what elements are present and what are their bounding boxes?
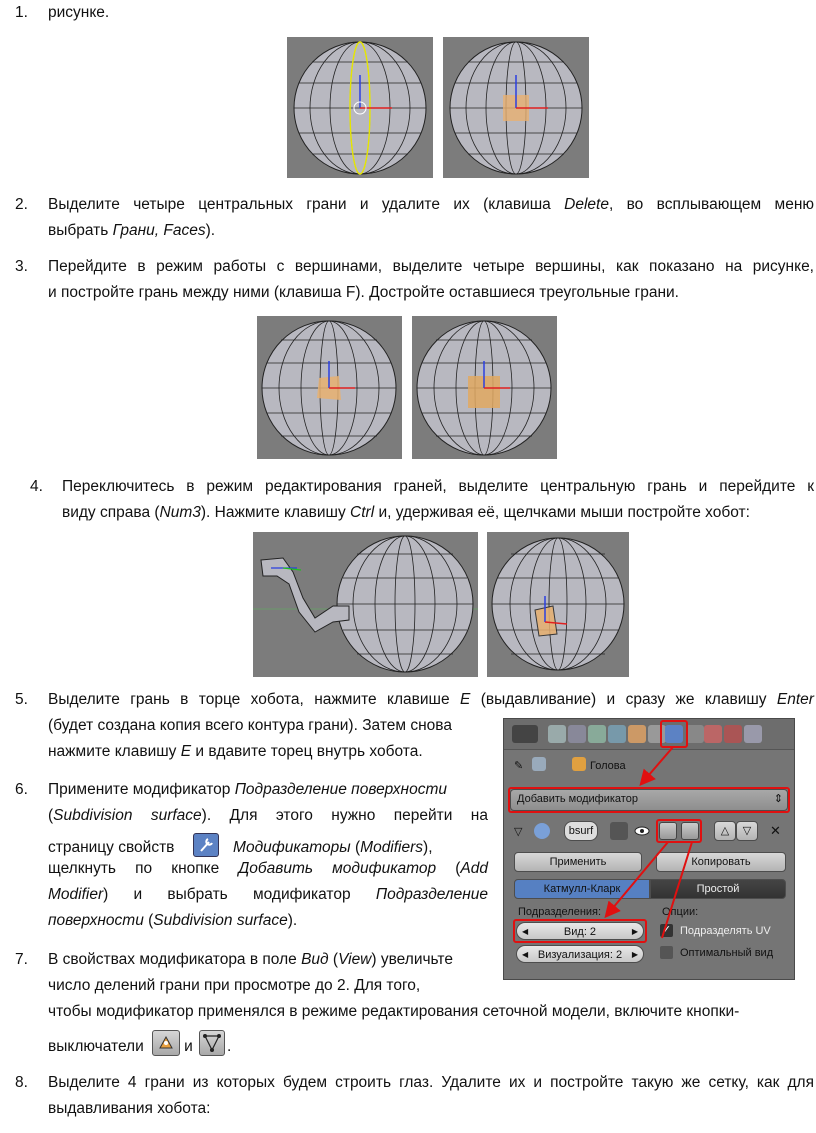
step-5-line-1: Выделите грань в торце хобота, нажмите клавише E (выдавливание) и сразу же клавишу Enter xyxy=(48,691,814,708)
apply-button[interactable]: Применить xyxy=(514,852,642,872)
render-subdivisions-value: Визуализация: 2 xyxy=(537,949,623,961)
step-2-line-1: Выделите четыре центральных грани и удалите их (клавиша Delete, во всплывающем меню xyxy=(48,196,815,213)
decrement-arrow-icon[interactable]: ◀ xyxy=(522,950,529,959)
step-6-line-4: щелкнуть по кнопке Добавить модификатор (Add xyxy=(48,860,489,877)
step-7-line-3: чтобы модификатор применялся в режиме редактирования сеточной модели, включите кнопки- xyxy=(48,1003,740,1020)
optimal-display-label: Оптимальный вид xyxy=(680,947,774,959)
step-3-line-2: и постройте грань между ними (клавиша F). Достройте оставшиеся треугольные грани. xyxy=(48,284,679,301)
step-6-line-1: Примените модификатор Подразделение поверхности xyxy=(48,781,447,798)
decrement-arrow-icon[interactable]: ◀ xyxy=(522,927,529,936)
subdivide-uv-label: Подразделять UV xyxy=(680,925,771,937)
options-label: Опции: xyxy=(662,906,699,918)
step-6-line-2: (Subdivision surface). Для этого нужно перейти на xyxy=(48,807,488,824)
subdivide-uv-checkbox[interactable]: ✓ xyxy=(661,924,672,936)
object-name: Голова xyxy=(590,760,626,772)
collapse-triangle-icon[interactable]: ▽ xyxy=(514,826,523,838)
step-3-number: 3. xyxy=(15,258,28,275)
view-subdivisions-value: Вид: 2 xyxy=(563,926,597,938)
step-7-line-1: В свойствах модификатора в поле Вид (View) увеличьте xyxy=(48,951,453,968)
step-2-number: 2. xyxy=(15,196,28,213)
remove-modifier-icon[interactable]: ✕ xyxy=(770,823,781,838)
step-6-number: 6. xyxy=(15,781,28,798)
copy-button[interactable]: Копировать xyxy=(656,852,786,872)
move-down-button[interactable]: ▽ xyxy=(736,821,758,841)
increment-arrow-icon[interactable]: ▶ xyxy=(631,950,638,959)
arrow-to-options xyxy=(662,842,692,938)
step-5-number: 5. xyxy=(15,691,28,708)
step-7-number: 7. xyxy=(15,951,28,968)
step-7-line-4: выключатели и . xyxy=(48,1030,231,1060)
move-up-button[interactable]: △ xyxy=(714,821,736,841)
step-4-line-2: виду справа (Num3). Нажмите клавишу Ctrl и, удерживая её, щелчками мыши постройте хобот: xyxy=(62,504,750,521)
step-8-line-2: выдавливания хобота: xyxy=(48,1100,211,1117)
step-8-number: 8. xyxy=(15,1074,28,1091)
tab-simple[interactable]: Простой xyxy=(650,879,786,899)
step-6-line-3: страницу свойств Модификаторы (Modifiers), xyxy=(48,833,433,858)
step-4-number: 4. xyxy=(30,478,43,495)
step-4-line-1: Переключитесь в режим редактирования граней, выделите центральную грань и перейдите к xyxy=(62,478,814,495)
arrow-to-add-modifier xyxy=(642,747,673,783)
arrow-to-view-field xyxy=(607,842,668,915)
add-modifier-label: Добавить модификатор xyxy=(517,793,638,805)
step-5-line-2: (будет создана копия всего контура грани). Затем снова xyxy=(48,717,452,734)
subdivisions-label: Подразделения: xyxy=(518,906,602,918)
step-7-line-2: число делений грани при просмотре до 2. Для того, xyxy=(48,977,421,994)
pin-icon[interactable]: ✎ xyxy=(514,760,524,772)
modifier-name-field[interactable]: bsurf xyxy=(564,821,598,841)
step-6-line-5: Modifier) и выбрать модификатор Подразделение xyxy=(48,886,488,903)
step-5-line-3: нажмите клавишу E и вдавите торец внутрь хобота. xyxy=(48,743,423,760)
step-3-line-1: Перейдите в режим работы с вершинами, выделите четыре вершины, как показано на рисунке, xyxy=(48,258,814,275)
step-2-line-2: выбрать Грани, Faces). xyxy=(48,222,216,239)
step-8-line-1: Выделите 4 грани из которых будем строить глаз. Удалите их и постройте такую же сетку, как для xyxy=(48,1074,814,1091)
step-6-line-6: поверхности (Subdivision surface). xyxy=(48,912,298,929)
step-1-text: рисунке. xyxy=(48,4,110,21)
dropdown-arrows-icon: ⇕ xyxy=(773,793,783,805)
tab-catmull-clark[interactable]: Катмулл-Кларк xyxy=(514,879,650,899)
increment-arrow-icon[interactable]: ▶ xyxy=(631,927,638,936)
step-1-number: 1. xyxy=(15,4,28,21)
